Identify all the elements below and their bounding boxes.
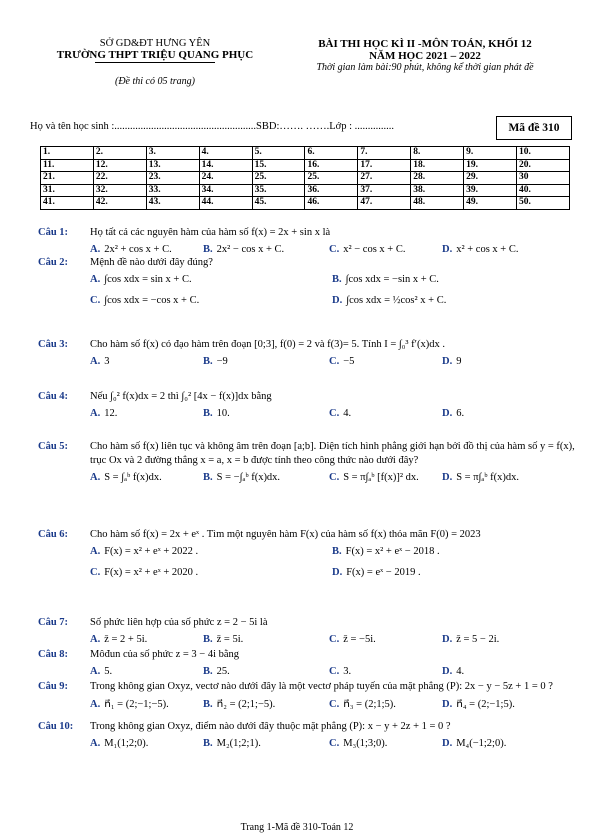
option-label: A. <box>90 546 101 557</box>
answer-cell: 41. <box>41 197 94 210</box>
option-label: B. <box>203 356 213 367</box>
option-label: C. <box>329 408 340 419</box>
answer-cell: 14. <box>199 159 252 172</box>
option-d[interactable] <box>442 634 499 645</box>
answer-cell: 38. <box>411 184 464 197</box>
answer-cell: 5. <box>252 147 305 160</box>
option-text: S = π∫ₐᵇ [f(x)]² dx. <box>343 472 419 483</box>
question-body: Số phức liên hợp của số phức z = 2 − 5i là <box>90 617 268 628</box>
option-label: B. <box>203 244 213 255</box>
question-body: Nếu ∫₀² f(x)dx = 2 thì ∫₀² [4x − f(x)]dx bằng <box>90 391 272 402</box>
option-text: −5 <box>343 356 355 367</box>
option-label: B. <box>203 408 213 419</box>
question-body: Mệnh đề nào dưới đây đúng? <box>90 257 213 268</box>
option-label: B. <box>332 546 342 557</box>
option-label: A. <box>90 274 101 285</box>
option-text: M₄(−1;2;0). <box>456 738 507 749</box>
option-text: F(x) = x² + eˣ + 2022 . <box>104 546 199 557</box>
option-text: 2x² − cos x + C. <box>216 244 285 255</box>
answer-cell: 6. <box>305 147 358 160</box>
question-number: Câu 10: <box>38 721 74 732</box>
option-row <box>90 274 578 289</box>
option-label: D. <box>442 356 453 367</box>
option-c[interactable] <box>329 666 351 677</box>
option-text: n⃗₃ = (2;1;5). <box>343 699 396 710</box>
question-number: Câu 2: <box>38 257 69 268</box>
answer-cell: 50. <box>517 197 570 210</box>
option-text: M₁(1;2;0). <box>104 738 149 749</box>
option-text: ∫cos xdx = −sin x + C. <box>345 274 439 285</box>
answer-cell: 1. <box>41 147 94 160</box>
option-row <box>90 634 578 649</box>
option-row <box>90 738 578 753</box>
option-b[interactable] <box>203 472 280 483</box>
option-c[interactable] <box>329 634 376 645</box>
answer-cell: 17. <box>358 159 411 172</box>
option-label: B. <box>203 634 213 645</box>
option-text: ∫cos xdx = ½cos² x + C. <box>346 295 447 306</box>
option-label: C. <box>329 738 340 749</box>
question-text <box>38 720 578 734</box>
option-c[interactable] <box>90 567 198 578</box>
option-label: D. <box>442 634 453 645</box>
answer-grid-row <box>41 184 570 197</box>
option-label: A. <box>90 738 101 749</box>
option-label: A. <box>90 408 101 419</box>
option-text: z̄ = 5 − 2i. <box>456 634 500 645</box>
answer-cell: 31. <box>41 184 94 197</box>
option-label: A. <box>90 472 101 483</box>
option-text: 4. <box>456 666 465 677</box>
answer-cell: 18. <box>411 159 464 172</box>
option-text: F(x) = eˣ − 2019 . <box>346 567 421 578</box>
question-number: Câu 1: <box>38 227 69 238</box>
question-body: Họ tất cả các nguyên hàm của hàm số f(x) = 2x + sin x là <box>90 227 331 238</box>
option-text: F(x) = x² + eˣ + 2020 . <box>104 567 199 578</box>
exam-duration: Thời gian làm bài:90 phút, không kể thời gian phát đề <box>316 62 534 73</box>
question-number: Câu 6: <box>38 529 69 540</box>
answer-cell: 32. <box>93 184 146 197</box>
option-text: M₂(1;2;1). <box>216 738 261 749</box>
option-b[interactable] <box>203 666 230 677</box>
option-a[interactable] <box>90 244 172 255</box>
option-label: B. <box>332 274 342 285</box>
option-label: C. <box>329 356 340 367</box>
answer-cell: 21. <box>41 172 94 185</box>
option-label: A. <box>90 666 101 677</box>
option-label: C. <box>329 666 340 677</box>
answer-cell: 11. <box>41 159 94 172</box>
option-label: B. <box>203 699 213 710</box>
question-text <box>38 528 578 542</box>
option-d[interactable] <box>332 567 421 578</box>
option-text: 5. <box>104 666 113 677</box>
option-label: D. <box>442 666 453 677</box>
option-label: B. <box>203 472 213 483</box>
answer-grid-row <box>41 159 570 172</box>
answer-cell: 23. <box>146 172 199 185</box>
answer-cell: 47. <box>358 197 411 210</box>
question-text <box>38 616 578 630</box>
option-b[interactable] <box>203 408 230 419</box>
option-d[interactable] <box>442 472 519 483</box>
option-text: 25. <box>216 666 230 677</box>
option-d[interactable] <box>442 244 518 255</box>
option-label: D. <box>442 408 453 419</box>
option-row <box>90 698 578 713</box>
question-text <box>38 680 578 694</box>
answer-cell: 33. <box>146 184 199 197</box>
option-text: z̄ = 5i. <box>216 634 244 645</box>
header-rule <box>95 62 215 63</box>
answer-cell: 12. <box>93 159 146 172</box>
option-label: C. <box>90 295 101 306</box>
option-b[interactable] <box>203 244 284 255</box>
answer-cell: 37. <box>358 184 411 197</box>
option-label: D. <box>442 244 453 255</box>
option-a[interactable] <box>90 356 109 367</box>
option-text: 3 <box>104 356 110 367</box>
option-text: z̄ = −5i. <box>343 634 376 645</box>
option-b[interactable] <box>203 634 243 645</box>
answer-cell: 34. <box>199 184 252 197</box>
option-d[interactable] <box>442 666 464 677</box>
option-row <box>90 356 578 371</box>
option-label: D. <box>442 472 453 483</box>
option-d[interactable] <box>442 356 461 367</box>
option-b[interactable] <box>203 738 261 749</box>
question-10 <box>38 720 578 753</box>
option-c[interactable] <box>329 408 351 419</box>
option-label: C. <box>329 699 340 710</box>
question-9 <box>38 680 578 713</box>
option-c[interactable] <box>329 698 396 710</box>
option-text: n⃗₁ = (2;−1;−5). <box>104 699 169 710</box>
answer-cell: 10. <box>517 147 570 160</box>
question-text <box>38 390 578 404</box>
page-footer: Trang 1-Mã đề 310-Toán 12 <box>240 822 354 833</box>
option-text: 9 <box>456 356 462 367</box>
answer-cell: 9. <box>464 147 517 160</box>
answer-cell: 4. <box>199 147 252 160</box>
answer-cell: 43. <box>146 197 199 210</box>
exam-title: BÀI THI HỌC KÌ II -MÔN TOÁN, KHỐI 12 <box>318 38 532 50</box>
question-6 <box>38 528 578 582</box>
question-body: Trong không gian Oxyz, điểm nào dưới đây thuộc mặt phẳng (P): x − y + 2z + 1 = 0 ? <box>90 721 451 732</box>
answer-grid <box>40 146 570 210</box>
option-d[interactable] <box>332 295 446 306</box>
question-body: Môđun của số phức z = 3 − 4i bằng <box>90 649 240 660</box>
option-text: S = ∫ₐᵇ f(x)dx. <box>104 472 162 483</box>
school-year: NĂM HỌC 2021 – 2022 <box>369 50 481 62</box>
answer-cell: 24. <box>199 172 252 185</box>
pages-note: (Đề thi có 05 trang) <box>115 76 195 87</box>
option-text: n⃗₄ = (2;−1;5). <box>456 699 515 710</box>
option-text: n⃗₂ = (2;1;−5). <box>216 699 276 710</box>
exam-code-box: Mã đề 310 <box>496 116 572 140</box>
question-body: Trong không gian Oxyz, vectơ nào dưới đây là một vectơ pháp tuyến của mặt phẳng (P): 2x − y − 5z + 1 = 0 ? <box>90 681 553 692</box>
option-label: A. <box>90 244 101 255</box>
question-7 <box>38 616 578 649</box>
option-label: B. <box>203 738 213 749</box>
answer-cell: 42. <box>93 197 146 210</box>
question-text <box>38 256 578 270</box>
option-row <box>90 546 578 561</box>
question-text <box>38 338 578 352</box>
answer-cell: 48. <box>411 197 464 210</box>
answer-cell: 3. <box>146 147 199 160</box>
option-text: S = π∫ₐᵇ f(x)dx. <box>456 472 520 483</box>
option-label: B. <box>203 666 213 677</box>
option-text: S = −∫ₐᵇ f(x)dx. <box>216 472 281 483</box>
option-row <box>90 295 578 310</box>
question-text <box>38 440 578 468</box>
answer-cell: 28. <box>411 172 464 185</box>
answer-cell: 29. <box>464 172 517 185</box>
option-a[interactable] <box>90 698 169 710</box>
question-2 <box>38 256 578 310</box>
answer-grid-row <box>41 197 570 210</box>
question-body: Cho hàm số f(x) liên tục và không âm trên đoạn [a;b]. Diện tích hình phẳng giới hạn bởi đồ thị của hàm số y = f(x), trục Ox và 2 đường thẳng x = a, x = b được tính theo công thức nào dưới đây? <box>90 441 575 466</box>
option-d[interactable] <box>442 698 515 710</box>
answer-cell: 19. <box>464 159 517 172</box>
option-label: D. <box>332 567 343 578</box>
option-text: 4. <box>343 408 352 419</box>
option-text: 10. <box>216 408 230 419</box>
answer-cell: 7. <box>358 147 411 160</box>
option-a[interactable] <box>90 408 117 419</box>
option-label: C. <box>329 634 340 645</box>
question-5 <box>38 440 578 487</box>
option-text: 3. <box>343 666 352 677</box>
option-text: 6. <box>456 408 465 419</box>
answer-cell: 16. <box>305 159 358 172</box>
answer-cell: 44. <box>199 197 252 210</box>
school-name: TRƯỜNG THPT TRIỆU QUANG PHỤC <box>56 49 254 61</box>
option-a[interactable] <box>90 738 148 749</box>
question-number: Câu 8: <box>38 649 69 660</box>
option-text: M₃(1;3;0). <box>343 738 388 749</box>
question-4 <box>38 390 578 423</box>
option-text: x² + cos x + C. <box>456 244 519 255</box>
answer-cell: 40. <box>517 184 570 197</box>
option-b[interactable] <box>332 274 439 285</box>
option-a[interactable] <box>90 472 162 483</box>
option-label: D. <box>442 738 453 749</box>
option-a[interactable] <box>90 634 147 645</box>
option-text: 2x² + cos x + C. <box>104 244 172 255</box>
option-row <box>90 408 578 423</box>
answer-cell: 20. <box>517 159 570 172</box>
option-text: 12. <box>104 408 118 419</box>
option-label: C. <box>90 567 101 578</box>
answer-cell: 49. <box>464 197 517 210</box>
answer-cell: 35. <box>252 184 305 197</box>
answer-cell: 27. <box>358 172 411 185</box>
option-b[interactable] <box>332 546 440 557</box>
option-label: C. <box>329 472 340 483</box>
answer-cell: 13. <box>146 159 199 172</box>
option-label: C. <box>329 244 340 255</box>
question-body: Cho hàm số f(x) = 2x + eˣ . Tìm một nguyên hàm F(x) của hàm số f(x) thỏa mãn F(0) = 2023 <box>90 529 481 540</box>
answer-cell: 8. <box>411 147 464 160</box>
question-number: Câu 3: <box>38 339 69 350</box>
option-label: A. <box>90 356 101 367</box>
option-a[interactable] <box>90 274 192 285</box>
question-number: Câu 7: <box>38 617 69 628</box>
option-text: −9 <box>216 356 228 367</box>
answer-cell: 2. <box>93 147 146 160</box>
option-b[interactable] <box>203 356 228 367</box>
answer-cell: 25. <box>252 172 305 185</box>
question-number: Câu 9: <box>38 681 69 692</box>
student-info-line: Họ và tên học sinh :......................................................SBD:……. …….Lớp : ............... <box>30 121 395 132</box>
option-a[interactable] <box>90 546 198 557</box>
answer-grid-row <box>41 172 570 185</box>
question-1 <box>38 226 578 259</box>
option-c[interactable] <box>329 244 405 255</box>
answer-cell: 36. <box>305 184 358 197</box>
option-a[interactable] <box>90 666 112 677</box>
answer-cell: 25. <box>305 172 358 185</box>
option-c[interactable] <box>90 295 199 306</box>
option-text: ∫cos xdx = −cos x + C. <box>104 295 200 306</box>
option-label: D. <box>332 295 343 306</box>
question-text <box>38 648 578 662</box>
option-c[interactable] <box>329 738 387 749</box>
question-body: Cho hàm số f(x) có đạo hàm trên đoạn [0;3], f(0) = 2 và f(3)= 5. Tính I = ∫₀³ f′(x)dx . <box>90 339 445 350</box>
option-label: D. <box>442 699 453 710</box>
option-row <box>90 666 578 681</box>
answer-cell: 39. <box>464 184 517 197</box>
answer-cell: 15. <box>252 159 305 172</box>
option-label: A. <box>90 634 101 645</box>
header-left <box>30 38 280 87</box>
answer-cell: 30 <box>517 172 570 185</box>
option-text: F(x) = x² + eˣ − 2018 . <box>345 546 440 557</box>
answer-grid-row <box>41 147 570 160</box>
option-row <box>90 567 578 582</box>
answer-cell: 45. <box>252 197 305 210</box>
option-text: x² − cos x + C. <box>343 244 406 255</box>
question-text <box>38 226 578 240</box>
question-number: Câu 4: <box>38 391 69 402</box>
option-text: z̄ = 2 + 5i. <box>104 634 148 645</box>
option-d[interactable] <box>442 408 464 419</box>
question-number: Câu 5: <box>38 441 69 452</box>
department-name: SỞ GD&ĐT HƯNG YÊN <box>99 38 211 49</box>
question-3 <box>38 338 578 371</box>
option-b[interactable] <box>203 698 275 710</box>
header-right <box>280 38 570 73</box>
option-c[interactable] <box>329 356 354 367</box>
option-text: ∫cos xdx = sin x + C. <box>104 274 192 285</box>
option-c[interactable] <box>329 472 419 483</box>
answer-cell: 46. <box>305 197 358 210</box>
question-8 <box>38 648 578 681</box>
option-row <box>90 472 578 487</box>
answer-cell: 22. <box>93 172 146 185</box>
option-d[interactable] <box>442 738 506 749</box>
option-label: A. <box>90 699 101 710</box>
